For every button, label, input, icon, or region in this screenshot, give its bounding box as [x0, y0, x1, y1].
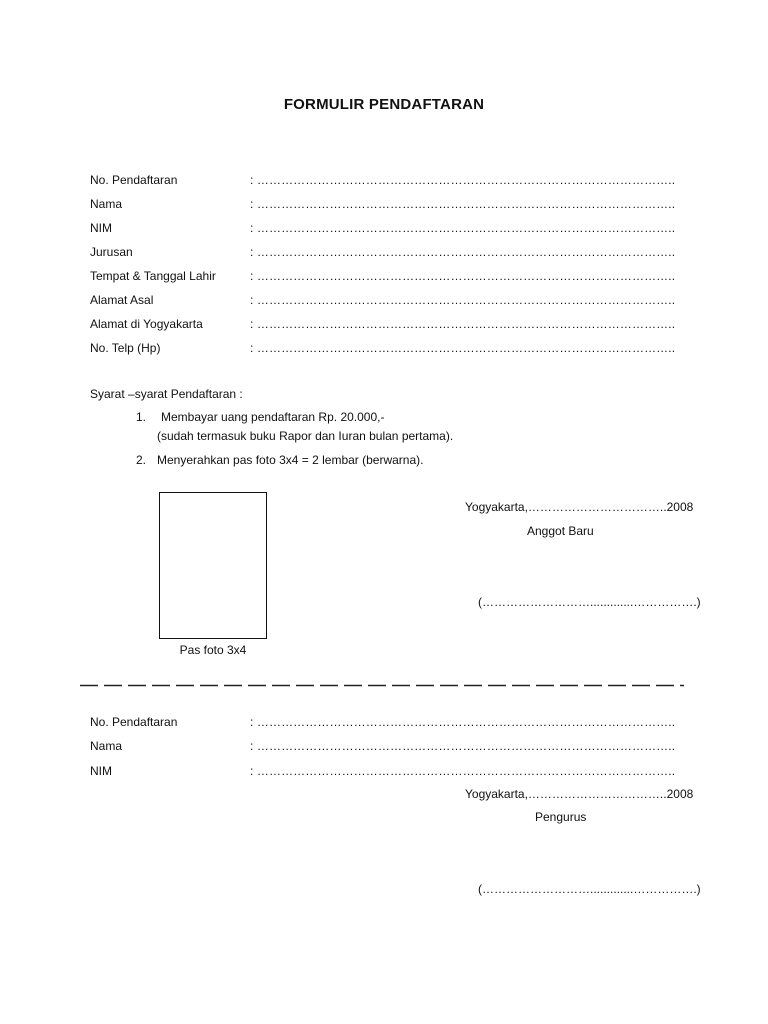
- field-blank[interactable]: : …………………………………………………………………………………………..: [250, 245, 676, 259]
- field-label: Nama: [90, 739, 123, 753]
- field-label: NIM: [90, 221, 112, 235]
- requirement-text: Menyerahkan pas foto 3x4 = 2 lembar (berwarna).: [157, 453, 424, 467]
- requirement-text-continued: (sudah termasuk buku Rapor dan Iuran bulan pertama).: [157, 429, 454, 443]
- page-title: FORMULIR PENDAFTARAN: [283, 96, 485, 113]
- field-blank[interactable]: : …………………………………………………………………………………………..: [250, 269, 676, 283]
- requirement-text: Membayar uang pendaftaran Rp. 20.000,-: [161, 410, 385, 424]
- signature-place-date: Yogyakarta,……………………………..2008: [465, 787, 694, 801]
- photo-caption: Pas foto 3x4: [179, 643, 247, 657]
- signature-role: Anggot Baru: [527, 524, 594, 538]
- field-blank[interactable]: : …………………………………………………………………………………………..: [250, 739, 676, 753]
- field-blank[interactable]: : …………………………………………………………………………………………..: [250, 197, 676, 211]
- requirement-number: 2.: [136, 453, 147, 467]
- field-blank[interactable]: : …………………………………………………………………………………………..: [250, 221, 676, 235]
- requirement-number: 1.: [136, 410, 147, 424]
- signature-role: Pengurus: [535, 810, 587, 824]
- photo-placeholder-box: [159, 492, 267, 639]
- field-label: Tempat & Tanggal Lahir: [90, 269, 216, 283]
- field-label: Nama: [90, 197, 123, 211]
- requirements-heading: Syarat –syarat Pendaftaran :: [90, 387, 243, 401]
- field-label: No. Telp (Hp): [90, 341, 161, 355]
- field-blank[interactable]: : …………………………………………………………………………………………..: [250, 293, 676, 307]
- field-blank[interactable]: : …………………………………………………………………………………………..: [250, 173, 676, 187]
- field-label: Alamat Asal: [90, 293, 154, 307]
- signature-name-line: (……………………….............…………….): [478, 882, 701, 896]
- signature-place-date: Yogyakarta,……………………………..2008: [465, 500, 694, 514]
- cut-line-divider: [80, 684, 684, 687]
- field-label: No. Pendaftaran: [90, 173, 178, 187]
- field-label: Alamat di Yogyakarta: [90, 317, 203, 331]
- field-label: NIM: [90, 764, 112, 778]
- field-label: Jurusan: [90, 245, 133, 259]
- signature-name-line: (……………………….............…………….): [478, 595, 701, 609]
- field-blank[interactable]: : …………………………………………………………………………………………..: [250, 764, 676, 778]
- field-blank[interactable]: : …………………………………………………………………………………………..: [250, 317, 676, 331]
- field-blank[interactable]: : …………………………………………………………………………………………..: [250, 715, 676, 729]
- field-label: No. Pendaftaran: [90, 715, 178, 729]
- field-blank[interactable]: : …………………………………………………………………………………………..: [250, 341, 676, 355]
